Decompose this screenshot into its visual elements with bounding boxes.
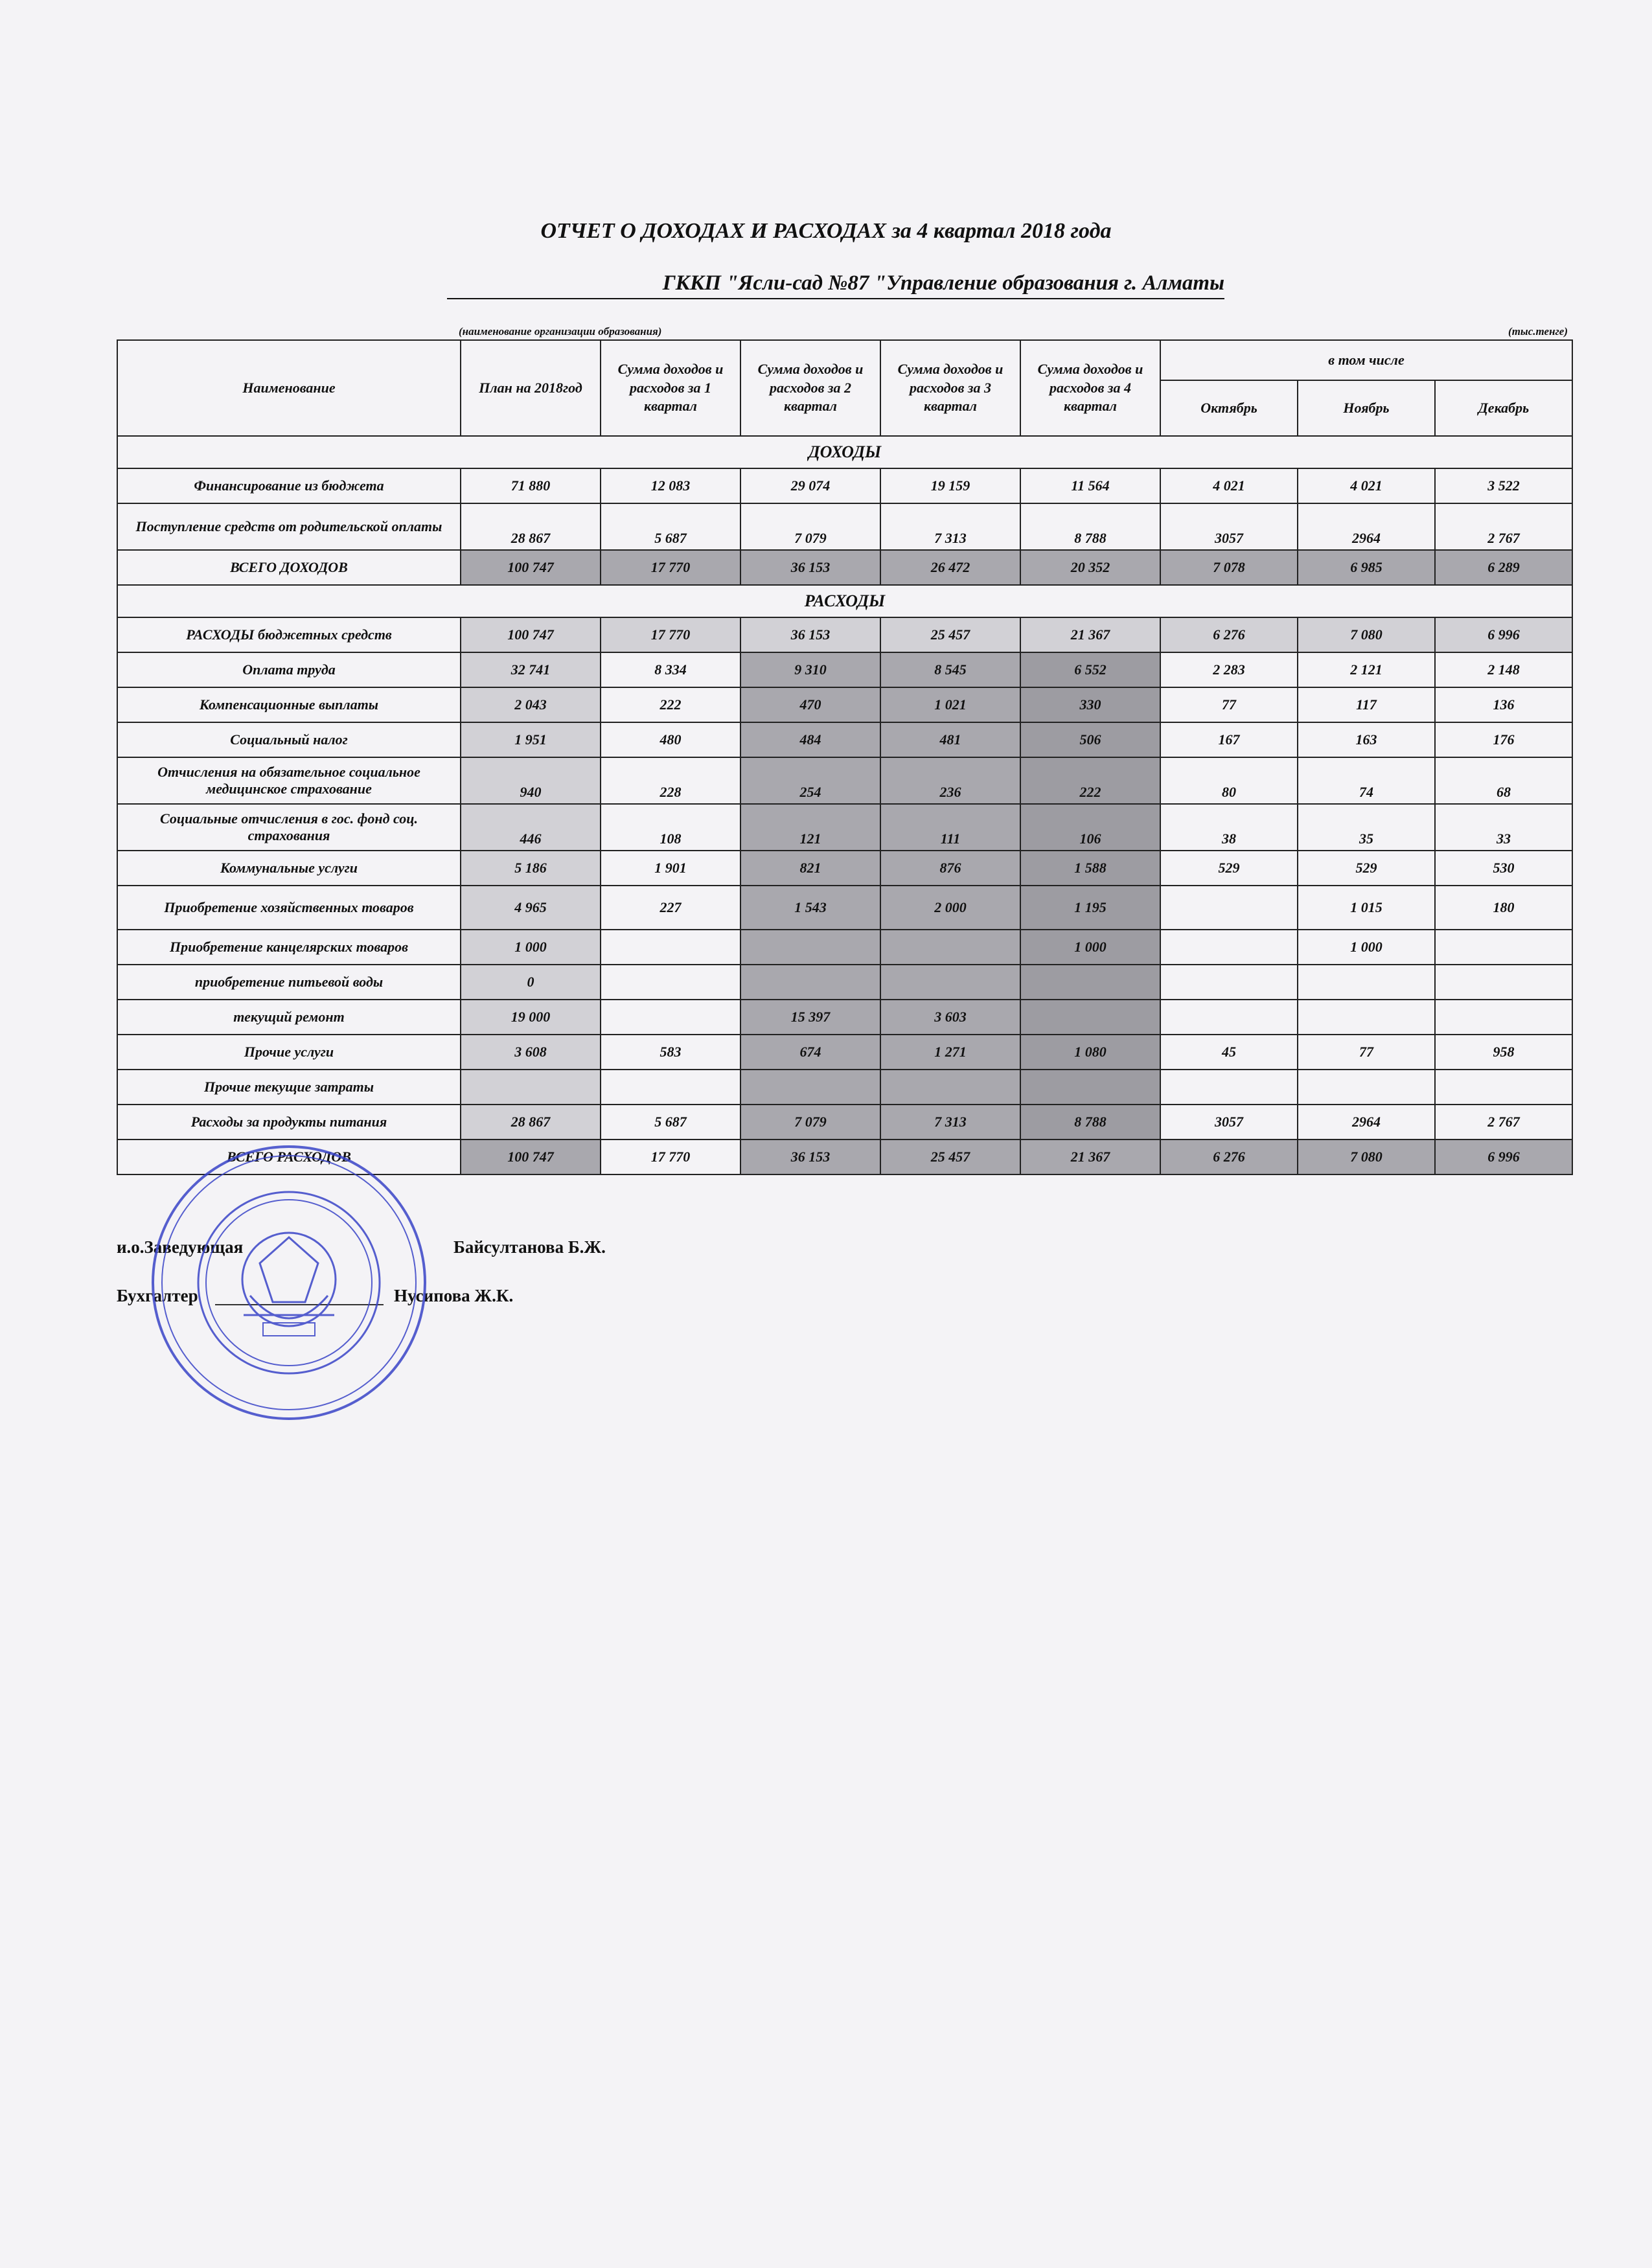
cell-nov: 77 — [1298, 1035, 1435, 1070]
cell-dec: 6 289 — [1435, 550, 1572, 585]
cell-oct: 7 078 — [1160, 550, 1298, 585]
col-header-q1: Сумма доходов и расходов за 1 квартал — [601, 340, 740, 436]
income-total-row — [117, 550, 1572, 585]
cell-dec: 3 522 — [1435, 468, 1572, 503]
cell-q3: 876 — [880, 851, 1020, 886]
cell-q4: 106 — [1020, 804, 1160, 851]
section-income — [117, 436, 1572, 468]
expense-row — [117, 886, 1572, 930]
cell-oct: 3057 — [1160, 1105, 1298, 1140]
cell-dec — [1435, 1000, 1572, 1035]
cell-dec: 2 148 — [1435, 652, 1572, 687]
cell-nov: 1 000 — [1298, 930, 1435, 965]
expense-row — [117, 1070, 1572, 1105]
cell-q3: 7 313 — [880, 1105, 1020, 1140]
cell-q2: 36 153 — [740, 617, 880, 652]
row-label: РАСХОДЫ бюджетных средств — [117, 617, 461, 652]
cell-q2: 1 543 — [740, 886, 880, 930]
cell-q3: 25 457 — [880, 617, 1020, 652]
cell-q4 — [1020, 1070, 1160, 1105]
cell-nov: 7 080 — [1298, 617, 1435, 652]
cell-q1: 5 687 — [601, 1105, 740, 1140]
cell-q1: 222 — [601, 687, 740, 722]
cell-q1 — [601, 1070, 740, 1105]
cell-nov: 2 121 — [1298, 652, 1435, 687]
cell-q4: 506 — [1020, 722, 1160, 757]
cell-oct: 38 — [1160, 804, 1298, 851]
expense-row — [117, 804, 1572, 851]
cell-dec: 6 996 — [1435, 1140, 1572, 1174]
cell-nov: 1 015 — [1298, 886, 1435, 930]
row-label: Коммунальные услуги — [117, 851, 461, 886]
cell-q1 — [601, 1000, 740, 1035]
cell-q3: 1 271 — [880, 1035, 1020, 1070]
cell-dec: 6 996 — [1435, 617, 1572, 652]
cell-q1: 108 — [601, 804, 740, 851]
col-header-q4: Сумма доходов и расходов за 4 квартал — [1020, 340, 1160, 436]
cell-q4: 20 352 — [1020, 550, 1160, 585]
expense-row — [117, 652, 1572, 687]
cell-dec: 958 — [1435, 1035, 1572, 1070]
cell-q3: 26 472 — [880, 550, 1020, 585]
cell-dec: 530 — [1435, 851, 1572, 886]
cell-nov: 4 021 — [1298, 468, 1435, 503]
cell-q4: 21 367 — [1020, 1140, 1160, 1174]
cell-nov: 35 — [1298, 804, 1435, 851]
cell-q2: 9 310 — [740, 652, 880, 687]
cell-q3: 7 313 — [880, 503, 1020, 550]
expense-row — [117, 1000, 1572, 1035]
cell-oct: 529 — [1160, 851, 1298, 886]
cell-nov: 163 — [1298, 722, 1435, 757]
cell-q3: 111 — [880, 804, 1020, 851]
row-label: Прочие услуги — [117, 1035, 461, 1070]
row-label: Приобретение канцелярских товаров — [117, 930, 461, 965]
cell-plan: 0 — [461, 965, 601, 1000]
cell-q3: 19 159 — [880, 468, 1020, 503]
cell-oct: 6 276 — [1160, 1140, 1298, 1174]
cell-q2: 7 079 — [740, 503, 880, 550]
cell-nov — [1298, 965, 1435, 1000]
row-label: Приобретение хозяйственных товаров — [117, 886, 461, 930]
cell-plan: 71 880 — [461, 468, 601, 503]
cell-q4: 8 788 — [1020, 503, 1160, 550]
expense-row — [117, 617, 1572, 652]
cell-nov: 2964 — [1298, 503, 1435, 550]
cell-q2: 7 079 — [740, 1105, 880, 1140]
cell-q3: 1 021 — [880, 687, 1020, 722]
expense-row — [117, 1105, 1572, 1140]
cell-plan: 19 000 — [461, 1000, 601, 1035]
cell-dec: 68 — [1435, 757, 1572, 804]
cell-q4: 11 564 — [1020, 468, 1160, 503]
cell-dec: 176 — [1435, 722, 1572, 757]
header-row-1 — [117, 340, 1572, 380]
cell-plan: 940 — [461, 757, 601, 804]
cell-nov: 529 — [1298, 851, 1435, 886]
cell-oct: 6 276 — [1160, 617, 1298, 652]
cell-nov — [1298, 1070, 1435, 1105]
cell-oct: 77 — [1160, 687, 1298, 722]
cell-plan: 100 747 — [461, 617, 601, 652]
head-name: Байсултанова Б.Ж. — [453, 1237, 606, 1257]
cell-q1: 17 770 — [601, 617, 740, 652]
row-label: Отчисления на обязательное социальное медицинское страхование — [117, 757, 461, 804]
col-header-plan: План на 2018год — [461, 340, 601, 436]
expense-row — [117, 687, 1572, 722]
cell-plan: 446 — [461, 804, 601, 851]
col-header-q2: Сумма доходов и расходов за 2 квартал — [740, 340, 880, 436]
cell-dec — [1435, 965, 1572, 1000]
cell-q3: 25 457 — [880, 1140, 1020, 1174]
cell-nov: 74 — [1298, 757, 1435, 804]
col-header-including: в том числе — [1160, 340, 1572, 380]
cell-dec: 2 767 — [1435, 1105, 1572, 1140]
cell-q4: 222 — [1020, 757, 1160, 804]
organization-name: ГККП "Ясли-сад №87 "Управление образования г. Алматы — [447, 268, 1224, 299]
cell-oct — [1160, 965, 1298, 1000]
cell-plan: 28 867 — [461, 503, 601, 550]
cell-oct: 3057 — [1160, 503, 1298, 550]
cell-dec: 33 — [1435, 804, 1572, 851]
expense-row — [117, 851, 1572, 886]
cell-q1: 227 — [601, 886, 740, 930]
cell-q3: 236 — [880, 757, 1020, 804]
section-expenses — [117, 585, 1572, 617]
cell-plan — [461, 1070, 601, 1105]
cell-dec — [1435, 930, 1572, 965]
cell-q2: 15 397 — [740, 1000, 880, 1035]
head-role: и.о.Заведующая — [117, 1237, 244, 1257]
row-label: приобретение питьевой воды — [117, 965, 461, 1000]
row-label: Поступление средств от родительской оплаты — [117, 503, 461, 550]
cell-dec — [1435, 1070, 1572, 1105]
cell-q2: 36 153 — [740, 550, 880, 585]
col-header-q3: Сумма доходов и расходов за 3 квартал — [880, 340, 1020, 436]
income-expense-table — [117, 339, 1573, 1175]
cell-q4: 6 552 — [1020, 652, 1160, 687]
cell-q3: 2 000 — [880, 886, 1020, 930]
expense-row — [117, 757, 1572, 804]
cell-q3: 481 — [880, 722, 1020, 757]
cell-oct: 80 — [1160, 757, 1298, 804]
col-header-dec: Декабрь — [1435, 380, 1572, 436]
row-label: Социальные отчисления в гос. фонд соц. страхования — [117, 804, 461, 851]
cell-oct: 45 — [1160, 1035, 1298, 1070]
cell-oct: 4 021 — [1160, 468, 1298, 503]
cell-oct — [1160, 1000, 1298, 1035]
cell-q4: 21 367 — [1020, 617, 1160, 652]
cell-nov: 6 985 — [1298, 550, 1435, 585]
cell-q1: 12 083 — [601, 468, 740, 503]
cell-plan: 4 965 — [461, 886, 601, 930]
cell-plan: 28 867 — [461, 1105, 601, 1140]
cell-q4: 1 080 — [1020, 1035, 1160, 1070]
accountant-name: Нусипова Ж.К. — [394, 1286, 514, 1305]
cell-q3 — [880, 930, 1020, 965]
organization-caption: (наименование организации образования) — [459, 325, 662, 338]
cell-q1: 1 901 — [601, 851, 740, 886]
row-label: Компенсационные выплаты — [117, 687, 461, 722]
income-row — [117, 503, 1572, 550]
row-label: Финансирование из бюджета — [117, 468, 461, 503]
cell-q1: 228 — [601, 757, 740, 804]
cell-q2: 254 — [740, 757, 880, 804]
cell-oct: 167 — [1160, 722, 1298, 757]
cell-q1 — [601, 965, 740, 1000]
row-label: Оплата труда — [117, 652, 461, 687]
cell-q2: 121 — [740, 804, 880, 851]
col-header-nov: Ноябрь — [1298, 380, 1435, 436]
cell-plan: 100 747 — [461, 550, 601, 585]
cell-oct — [1160, 1070, 1298, 1105]
cell-plan: 100 747 — [461, 1140, 601, 1174]
col-header-name: Наименование — [117, 340, 461, 436]
cell-dec: 180 — [1435, 886, 1572, 930]
cell-oct: 2 283 — [1160, 652, 1298, 687]
cell-q2 — [740, 965, 880, 1000]
expense-row — [117, 965, 1572, 1000]
cell-plan: 3 608 — [461, 1035, 601, 1070]
expense-row — [117, 722, 1572, 757]
cell-q4: 1 000 — [1020, 930, 1160, 965]
cell-q3: 3 603 — [880, 1000, 1020, 1035]
expense-row — [117, 930, 1572, 965]
cell-q1 — [601, 930, 740, 965]
cell-q1: 17 770 — [601, 550, 740, 585]
cell-q2 — [740, 930, 880, 965]
cell-q1: 8 334 — [601, 652, 740, 687]
cell-q1: 583 — [601, 1035, 740, 1070]
cell-q2: 470 — [740, 687, 880, 722]
cell-plan: 5 186 — [461, 851, 601, 886]
row-label: ВСЕГО ДОХОДОВ — [117, 550, 461, 585]
cell-q4 — [1020, 965, 1160, 1000]
cell-plan: 32 741 — [461, 652, 601, 687]
row-label: Расходы за продукты питания — [117, 1105, 461, 1140]
cell-q3: 8 545 — [880, 652, 1020, 687]
cell-q1: 480 — [601, 722, 740, 757]
cell-q1: 5 687 — [601, 503, 740, 550]
cell-q4: 1 195 — [1020, 886, 1160, 930]
cell-q4: 8 788 — [1020, 1105, 1160, 1140]
cell-q2: 821 — [740, 851, 880, 886]
cell-q2: 484 — [740, 722, 880, 757]
income-row — [117, 468, 1572, 503]
cell-oct — [1160, 930, 1298, 965]
expense-row — [117, 1035, 1572, 1070]
cell-q2: 674 — [740, 1035, 880, 1070]
row-label: Социальный налог — [117, 722, 461, 757]
cell-q4 — [1020, 1000, 1160, 1035]
cell-nov: 2964 — [1298, 1105, 1435, 1140]
row-label: Прочие текущие затраты — [117, 1070, 461, 1105]
cell-oct — [1160, 886, 1298, 930]
cell-q2 — [740, 1070, 880, 1105]
cell-q4: 330 — [1020, 687, 1160, 722]
cell-nov: 117 — [1298, 687, 1435, 722]
accountant-role: Бухгалтер — [117, 1286, 198, 1305]
cell-plan: 1 000 — [461, 930, 601, 965]
cell-q3 — [880, 1070, 1020, 1105]
round-stamp-seal-icon — [146, 1140, 431, 1425]
cell-nov — [1298, 1000, 1435, 1035]
report-title: ОТЧЕТ О ДОХОДАХ И РАСХОДАХ за 4 квартал 2018 года — [540, 219, 1112, 243]
cell-nov: 7 080 — [1298, 1140, 1435, 1174]
cell-q2: 36 153 — [740, 1140, 880, 1174]
cell-q1: 17 770 — [601, 1140, 740, 1174]
units-label: (тыс.тенге) — [1508, 325, 1568, 338]
cell-dec: 2 767 — [1435, 503, 1572, 550]
cell-plan: 1 951 — [461, 722, 601, 757]
cell-q3 — [880, 965, 1020, 1000]
cell-q2: 29 074 — [740, 468, 880, 503]
section-expenses-label: РАСХОДЫ — [117, 585, 1572, 617]
cell-dec: 136 — [1435, 687, 1572, 722]
col-header-oct: Октябрь — [1160, 380, 1298, 436]
row-label: ВСЕГО РАСХОДОВ — [117, 1140, 461, 1174]
row-label: текущий ремонт — [117, 1000, 461, 1035]
section-income-label: ДОХОДЫ — [117, 436, 1572, 468]
cell-plan: 2 043 — [461, 687, 601, 722]
cell-q4: 1 588 — [1020, 851, 1160, 886]
